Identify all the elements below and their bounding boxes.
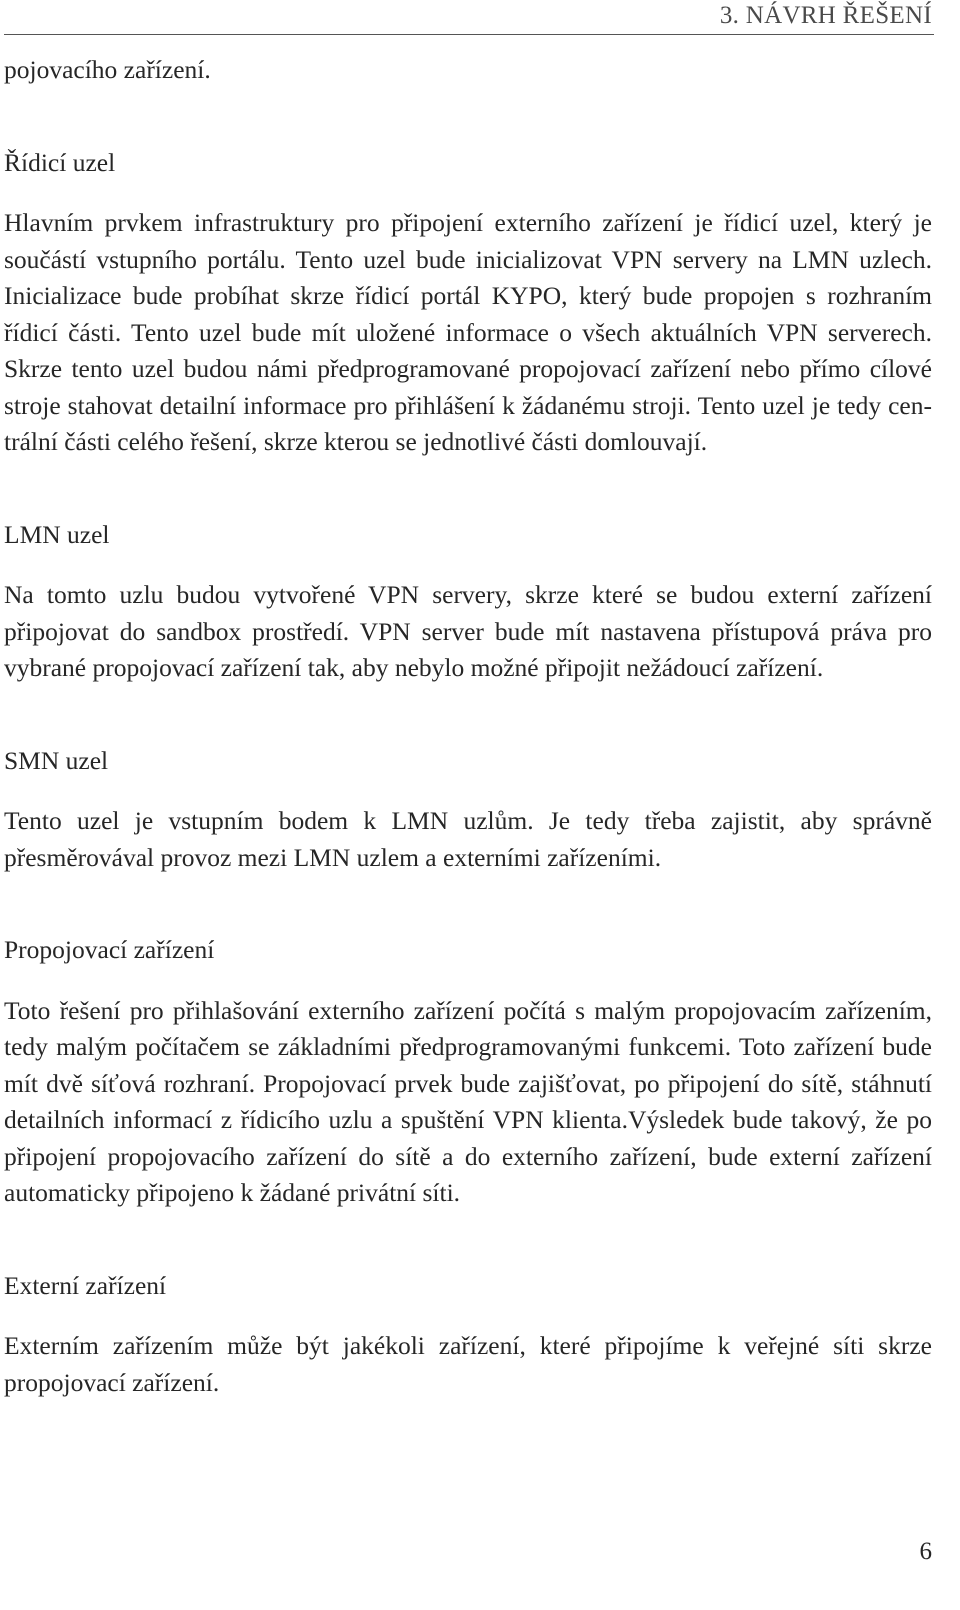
section-heading-externi-zarizeni: Externí zařízení [4,1270,167,1300]
section-heading-propojovaci-zarizeni: Propojovací zařízení [4,935,215,964]
continued-paragraph: pojovacího zařízení. [4,55,211,84]
page-number: 6 [919,1538,932,1565]
section-body-smn-uzel: Tento uzel je vstupním bodem k LMN uzlům. Je tedy třeba zajistit, aby správně přesměrovával provoz mezi LMN uzlem a externími zařízeními. [4,806,932,872]
section-body-lmn-uzel: Na tomto uzlu budou vytvořené VPN servery, skrze které se budou externí zařízení připojovat do sandbox prostředí. VPN server bude mít nastavena přístupová práva pro vybrané propojovací zařízení tak, aby nebylo možné připojit nežádoucí zařízení. [4,580,932,682]
section-body-externi-zarizeni: Externím zařízením může být jakékoli zařízení, které připojíme k veřejné síti skrze propojovací zařízení. [4,1331,932,1397]
section-heading-smn-uzel: SMN uzel [4,745,109,775]
section-heading-lmn-uzel: LMN uzel [4,519,110,549]
section-body-ridici-uzel: Hlavním prvkem infrastruktury pro připojení externího zařízení je řídicí uzel, který je součástí vstupního portálu. Tento uzel bude inicializovat VPN servery na LMN uzlech. Inicializace bude probíhat skrze řídicí portál KYPO, který bude propojen s rozhraním řídicí části. Tento uzel bude mít uložené informace o všech aktuálních VPN serverech. Skrze tento uzel budou námi předprogramované propojovací zařízení nebo přímo cílové stroje stahovat detailní informace pro přihlášení k žádanému stroji. Tento uzel je tedy centrální části celého řešení, skrze kterou se jednotlivé části domlouvají. [4,208,932,456]
section-heading-ridici-uzel: Řídicí uzel [4,147,116,177]
page-content [4,52,932,1401]
running-header: 3. NÁVRH ŘEŠENÍ [719,2,932,29]
header-rule [4,34,934,35]
section-body-propojovaci-zarizeni: Toto řešení pro přihlašování externího zařízení počítá s malým propojovacím zařízením, tedy malým počítačem se základními předprogramovanými funkcemi. Toto zařízení bude mít dvě síťová rozhraní. Propojovací prvek bude zajišťovat, po připojení do sítě, stáhnutí detailních informací z řídicího uzlu a spuštění VPN klienta.Výsledek bude takový, že po připojení propojovacího zařízení do sítě a do externího zařízení, bude externí zařízení automaticky připojeno k žádané privátní síti. [4,995,932,1207]
